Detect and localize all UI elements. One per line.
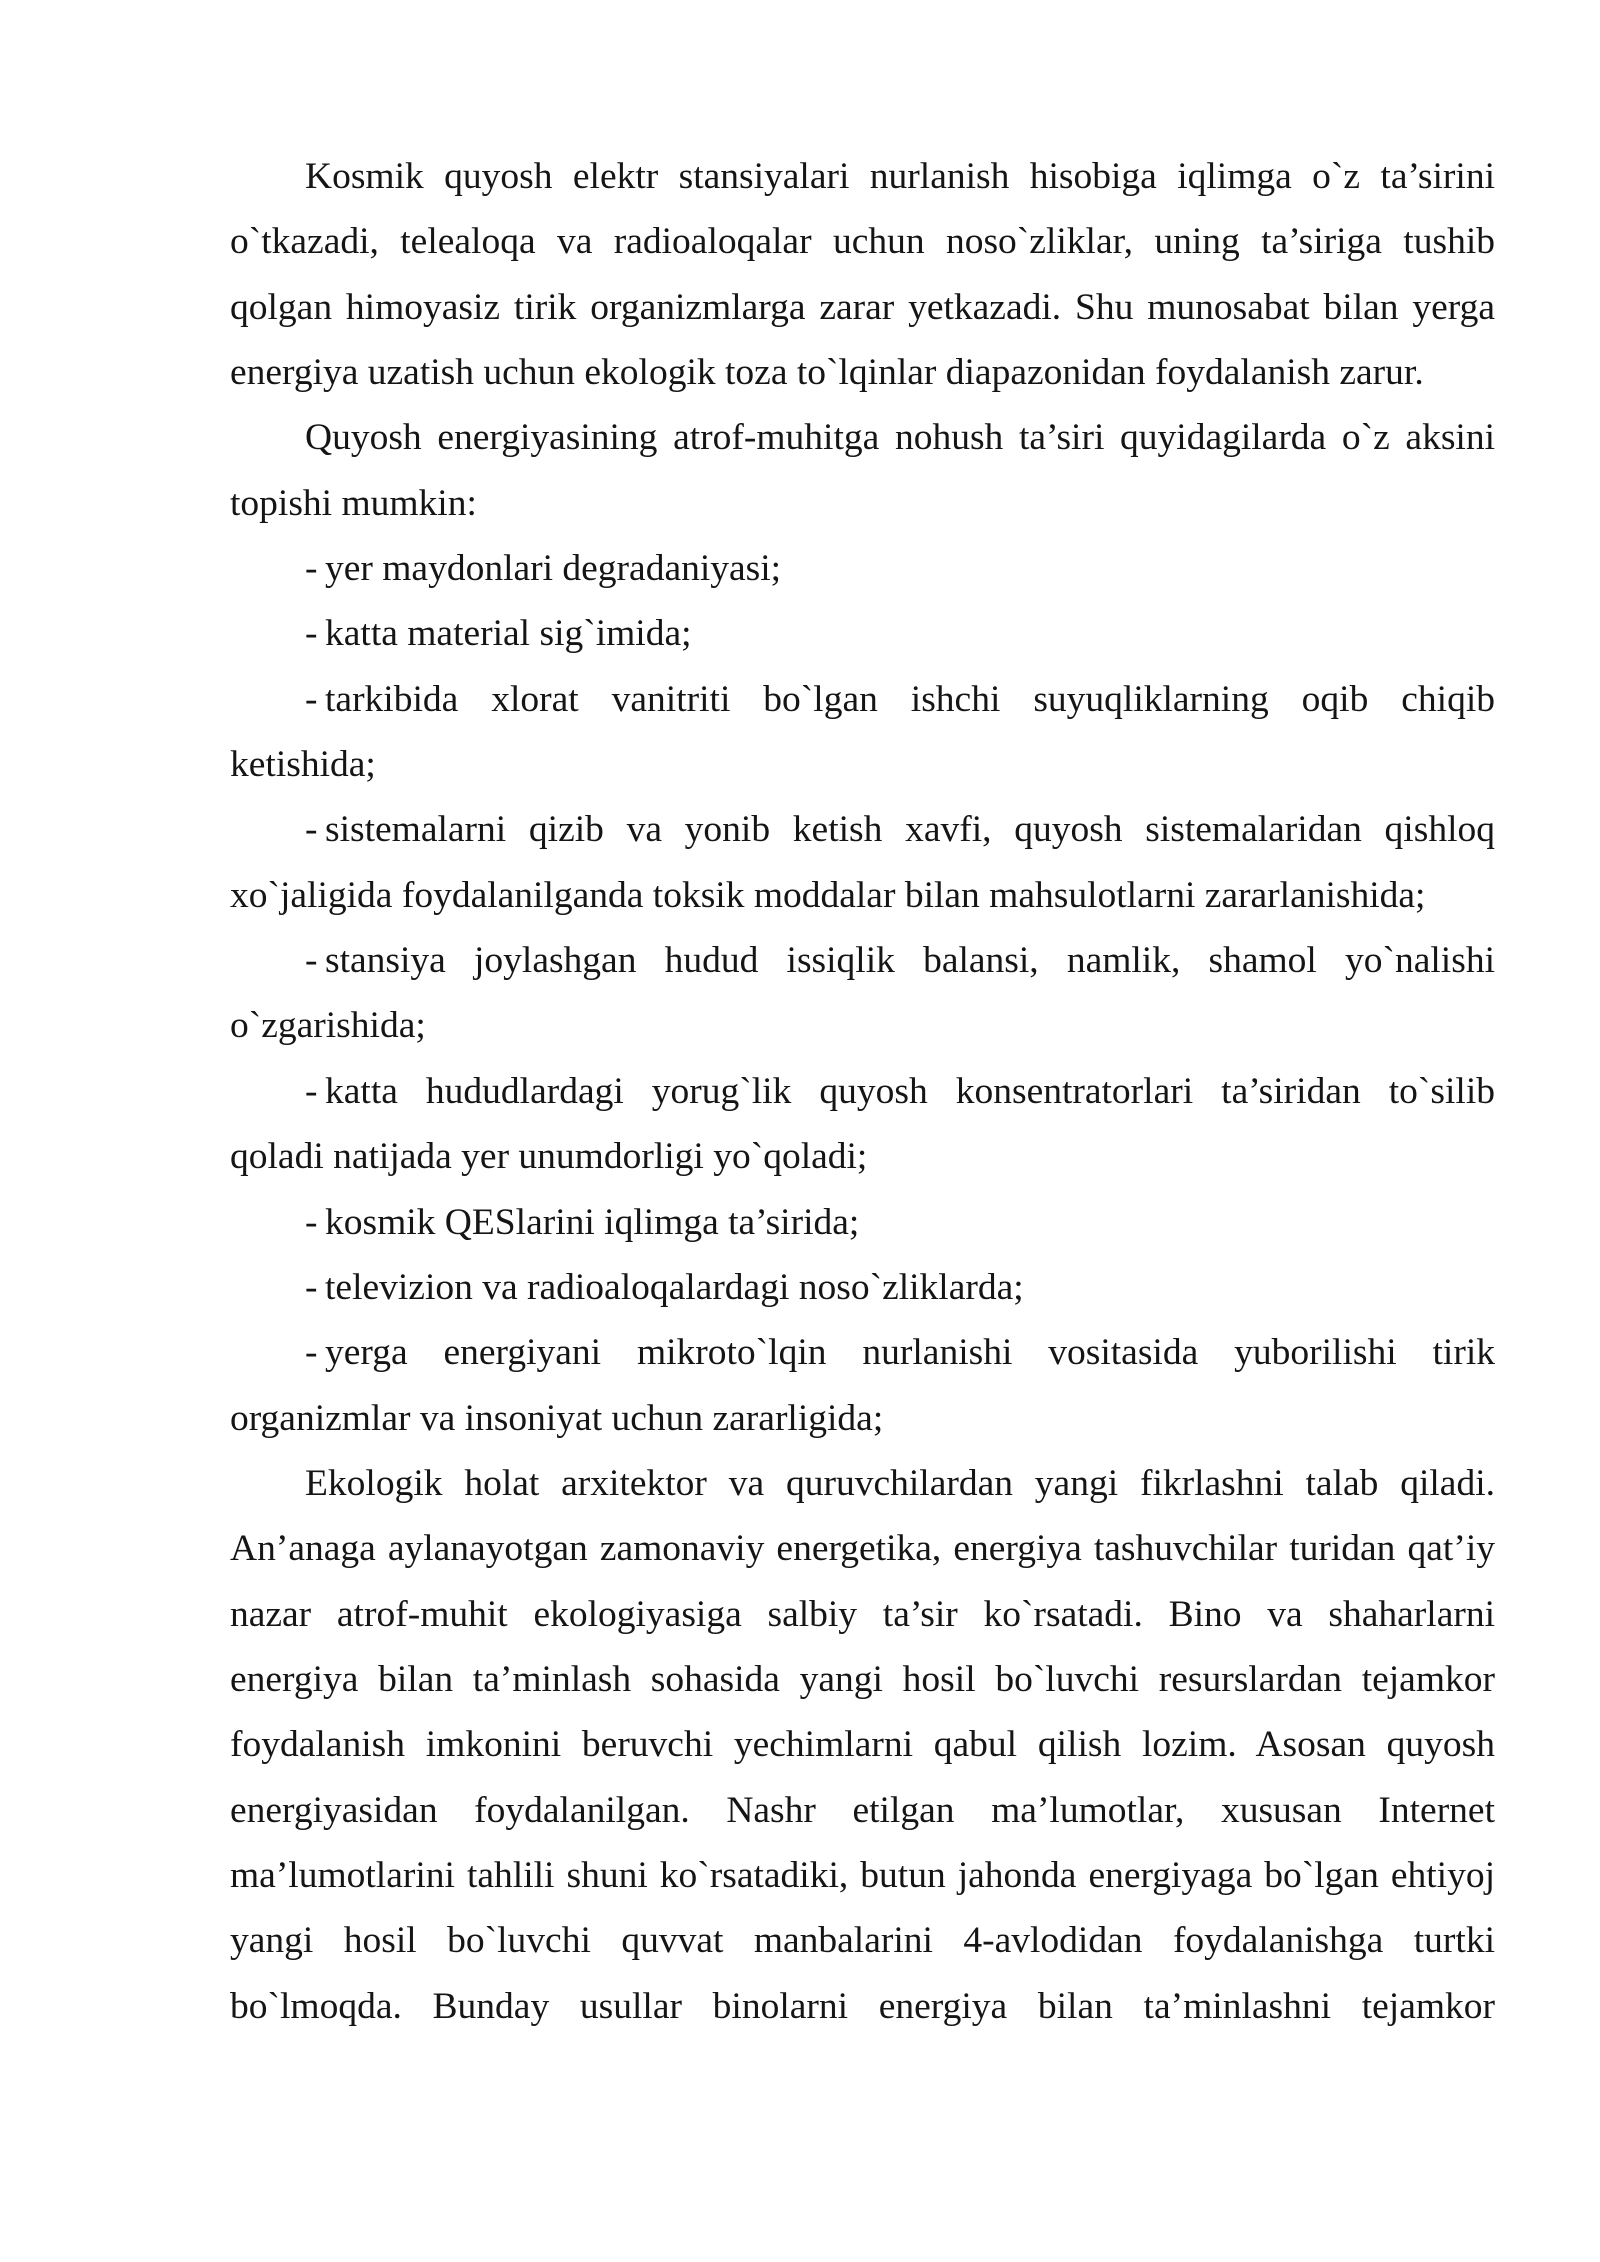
line-text: yer maydonlari degradaniyasi; [325, 548, 782, 590]
list-marker: - [305, 1201, 318, 1243]
text-line: bo`lmoqda. Bunday usullar binolarni energiya bilan ta’minlashni tejamkor [230, 1985, 1495, 2027]
list-item [230, 1059, 1495, 1190]
paragraph [230, 144, 1495, 405]
line-text: stansiya joylashgan hudud issiqlik balansi, namlik, shamol yo`nalishi [325, 940, 1495, 982]
text-line [230, 1255, 1495, 1320]
text-line: organizmlar va insoniyat uchun zararligida; [230, 1397, 884, 1439]
line-text: kosmik QESlarini iqlimga ta’sirida; [325, 1201, 860, 1243]
document-body [230, 144, 1495, 2039]
text-line: energiya uzatish uchun ekologik toza to`lqinlar diapazonidan foydalanish zarur. [230, 352, 1424, 394]
list-item [230, 797, 1495, 928]
list-marker: - [305, 1070, 318, 1112]
list-item [230, 1255, 1495, 1320]
text-line: energiyasidan foydalanilgan. Nashr etilgan ma’lumotlar, xususan Internet [230, 1789, 1495, 1831]
text-line [230, 1320, 1495, 1385]
line-text: tarkibida xlorat vanitriti bo`lgan ishchi suyuqliklarning oqib chiqib [325, 678, 1495, 720]
line-text: televizion va radioaloqalardagi noso`zliklarda; [325, 1266, 1024, 1308]
list-item [230, 667, 1495, 798]
text-line: ketishida; [230, 744, 376, 786]
list-marker: - [305, 548, 318, 590]
text-line: xo`jaligida foydalanilganda toksik moddalar bilan mahsulotlarni zararlanishida; [230, 874, 1426, 916]
text-line: topishi mumkin: [230, 482, 477, 524]
line-text: katta material sig`imida; [325, 613, 692, 655]
list-item [230, 601, 1495, 666]
text-line [230, 928, 1495, 993]
text-line: qolgan himoyasiz tirik organizmlarga zarar yetkazadi. Shu munosabat bilan yerga [230, 286, 1495, 328]
text-line: o`tkazadi, telealoqa va radioaloqalar uchun noso`zliklar, uning ta’siriga tushib [230, 221, 1495, 263]
text-line [230, 797, 1495, 862]
text-line: An’anaga aylanayotgan zamonaviy energetika, energiya tashuvchilar turidan qat’iy [230, 1528, 1495, 1570]
line-text: yerga energiyani mikroto`lqin nurlanishi vositasida yuborilishi tirik [325, 1332, 1495, 1374]
list-item [230, 928, 1495, 1059]
list-item [230, 1320, 1495, 1451]
text-line [230, 1059, 1495, 1124]
list-marker: - [305, 613, 318, 655]
paragraph [230, 1451, 1495, 2039]
text-line [230, 536, 1495, 601]
text-line [230, 667, 1495, 732]
paragraph [230, 405, 1495, 536]
list-item [230, 536, 1495, 601]
text-line: foydalanish imkonini beruvchi yechimlarni qabul qilish lozim. Asosan quyosh [230, 1724, 1495, 1766]
line-text: katta hududlardagi yorug`lik quyosh konsentratorlari ta’siridan to`silib [325, 1070, 1495, 1112]
text-line: Kosmik quyosh elektr stansiyalari nurlanish hisobiga iqlimga o`z ta’sirini [305, 156, 1495, 197]
list-marker: - [305, 678, 318, 720]
text-line: o`zgarishida; [230, 1005, 426, 1047]
list-marker: - [305, 940, 318, 982]
text-line: ma’lumotlarini tahlili shuni ko`rsatadiki, butun jahonda energiyaga bo`lgan ehtiyoj [230, 1854, 1495, 1896]
text-line: Ekologik holat arxitektor va quruvchilardan yangi fikrlashni talab qiladi. [305, 1462, 1495, 1504]
text-line: nazar atrof-muhit ekologiyasiga salbiy ta’sir ko`rsatadi. Bino va shaharlarni [230, 1593, 1495, 1635]
line-text: sistemalarni qizib va yonib ketish xavfi, quyosh sistemalaridan qishloq [325, 809, 1495, 851]
list-marker: - [305, 1266, 318, 1308]
text-line: Quyosh energiyasining atrof-muhitga nohush ta’siri quyidagilarda o`z aksini [305, 417, 1495, 459]
list-marker: - [305, 1332, 318, 1374]
text-line: energiya bilan ta’minlash sohasida yangi hosil bo`luvchi resurslardan tejamkor [230, 1658, 1495, 1700]
text-line: qoladi natijada yer unumdorligi yo`qoladi; [230, 1136, 868, 1178]
text-line [230, 601, 1495, 666]
text-line: yangi hosil bo`luvchi quvvat manbalarini 4-avlodidan foydalanishga turtki [230, 1920, 1495, 1962]
list-marker: - [305, 809, 318, 851]
list-item [230, 1190, 1495, 1255]
text-line [230, 1190, 1495, 1255]
